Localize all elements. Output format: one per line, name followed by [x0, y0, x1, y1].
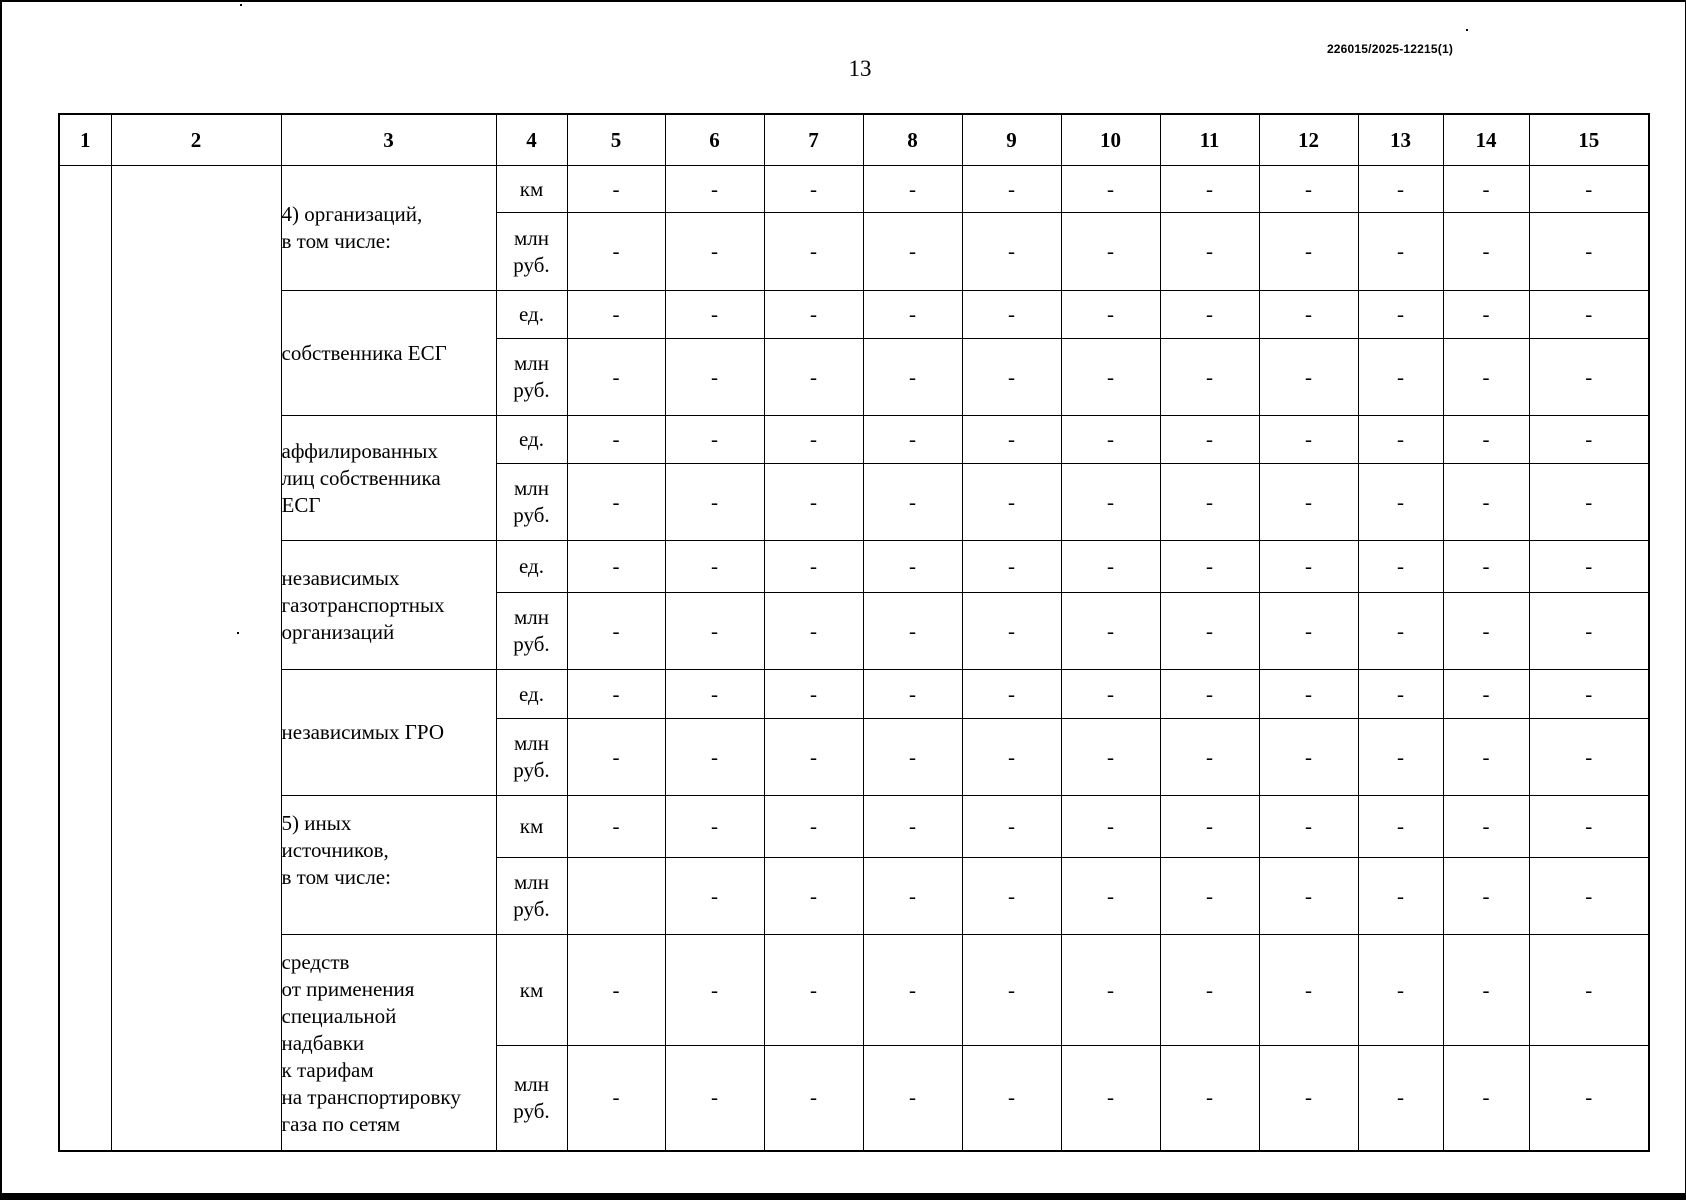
unit-line: ед.: [519, 302, 544, 326]
row-description: [281, 670, 496, 796]
page-number: 13: [848, 56, 872, 81]
column-header-7: 7: [764, 114, 863, 166]
value-cell-col-9: -: [962, 339, 1061, 416]
value-cell-col-11: -: [1160, 541, 1259, 593]
value-cell-col-8: -: [863, 541, 962, 593]
value-cell-col-8: -: [863, 1046, 962, 1151]
unit-line: млн: [513, 225, 549, 250]
value-cell-col-14: -: [1443, 935, 1529, 1046]
value-cell-col-13: -: [1358, 1046, 1443, 1151]
value-cell-col-12: -: [1259, 670, 1358, 719]
value-cell-col-13: -: [1358, 464, 1443, 541]
value-cell-col-9: -: [962, 796, 1061, 858]
column-2-cell: [111, 166, 281, 1151]
value-cell-col-6: -: [665, 593, 764, 670]
value-cell-col-12: -: [1259, 166, 1358, 213]
value-cell-col-5: [567, 858, 665, 935]
value-cell-col-7: -: [764, 719, 863, 796]
unit-cell: [496, 935, 567, 1046]
value-cell-col-10: -: [1061, 670, 1160, 719]
value-cell-col-14: -: [1443, 1046, 1529, 1151]
value-cell-col-7: -: [764, 291, 863, 339]
value-cell-col-15: -: [1529, 796, 1649, 858]
column-header-4: 4: [496, 114, 567, 166]
description-line: надбавки: [281, 1031, 365, 1055]
description-line: в том числе:: [281, 865, 391, 889]
value-cell-col-12: -: [1259, 858, 1358, 935]
value-cell-col-6: -: [665, 339, 764, 416]
value-cell-col-7: -: [764, 935, 863, 1046]
value-cell-col-6: -: [665, 291, 764, 339]
value-cell-col-13: -: [1358, 416, 1443, 464]
description-line: газотранспортных: [281, 592, 445, 617]
description-line: в том числе:: [281, 229, 391, 253]
value-cell-col-9: -: [962, 464, 1061, 541]
value-cell-col-9: -: [962, 416, 1061, 464]
unit-line: ед.: [519, 554, 544, 578]
value-cell-col-10: -: [1061, 416, 1160, 464]
value-cell-col-15: -: [1529, 213, 1649, 291]
value-cell-col-6: -: [665, 858, 764, 935]
value-cell-col-5: -: [567, 670, 665, 719]
column-header-11: 11: [1160, 114, 1259, 166]
value-cell-col-8: -: [863, 416, 962, 464]
unit-line: млн: [513, 731, 549, 755]
unit-line: руб.: [513, 897, 550, 921]
value-cell-col-6: -: [665, 670, 764, 719]
unit-line: млн: [513, 605, 549, 629]
document-id: 226015/2025-12215(1): [1326, 42, 1454, 56]
table-row: [59, 416, 1649, 464]
value-cell-col-14: -: [1443, 719, 1529, 796]
table-row: [59, 541, 1649, 593]
unit-line: руб.: [513, 758, 550, 782]
value-cell-col-15: -: [1529, 858, 1649, 935]
description-line: на транспортировку: [281, 1085, 461, 1109]
value-cell-col-5: -: [567, 719, 665, 796]
value-cell-col-7: -: [764, 593, 863, 670]
value-cell-col-5: -: [567, 935, 665, 1046]
value-cell-col-15: -: [1529, 166, 1649, 213]
value-cell-col-5: -: [567, 339, 665, 416]
value-cell-col-10: -: [1061, 858, 1160, 935]
value-cell-col-8: -: [863, 670, 962, 719]
description-line: средств: [281, 950, 350, 974]
scan-speck: [1466, 29, 1468, 31]
value-cell-col-7: -: [764, 464, 863, 541]
value-cell-col-14: -: [1443, 339, 1529, 416]
value-cell-col-7: -: [764, 858, 863, 935]
value-cell-col-11: -: [1160, 858, 1259, 935]
value-cell-col-5: -: [567, 541, 665, 593]
unit-cell: [496, 291, 567, 339]
unit-cell: [496, 416, 567, 464]
unit-cell: [496, 166, 567, 213]
value-cell-col-10: -: [1061, 935, 1160, 1046]
value-cell-col-10: -: [1061, 593, 1160, 670]
description-line: собственника ЕСГ: [281, 340, 447, 365]
value-cell-col-14: -: [1443, 670, 1529, 719]
value-cell-col-6: -: [665, 416, 764, 464]
value-cell-col-10: -: [1061, 339, 1160, 416]
value-cell-col-9: -: [962, 935, 1061, 1046]
value-cell-col-12: -: [1259, 541, 1358, 593]
value-cell-col-7: -: [764, 796, 863, 858]
value-cell-col-11: -: [1160, 213, 1259, 291]
value-cell-col-15: -: [1529, 593, 1649, 670]
column-header-8: 8: [863, 114, 962, 166]
value-cell-col-10: -: [1061, 1046, 1160, 1151]
column-header-15: 15: [1529, 114, 1649, 166]
value-cell-col-6: -: [665, 719, 764, 796]
value-cell-col-6: -: [665, 796, 764, 858]
value-cell-col-11: -: [1160, 796, 1259, 858]
value-cell-col-9: -: [962, 593, 1061, 670]
column-header-2: 2: [111, 114, 281, 166]
description-line: от применения: [281, 977, 415, 1001]
value-cell-col-9: -: [962, 291, 1061, 339]
value-cell-col-12: -: [1259, 719, 1358, 796]
value-cell-col-14: -: [1443, 858, 1529, 935]
value-cell-col-12: -: [1259, 213, 1358, 291]
value-cell-col-9: -: [962, 166, 1061, 213]
description-line: газа по сетям: [281, 1112, 401, 1136]
value-cell-col-5: -: [567, 166, 665, 213]
value-cell-col-5: -: [567, 464, 665, 541]
value-cell-col-8: -: [863, 858, 962, 935]
value-cell-col-13: -: [1358, 291, 1443, 339]
value-cell-col-12: -: [1259, 935, 1358, 1046]
value-cell-col-5: -: [567, 291, 665, 339]
unit-cell: [496, 670, 567, 719]
value-cell-col-11: -: [1160, 416, 1259, 464]
value-cell-col-10: -: [1061, 464, 1160, 541]
unit-line: руб.: [513, 378, 550, 402]
value-cell-col-9: -: [962, 858, 1061, 935]
value-cell-col-15: -: [1529, 464, 1649, 541]
value-cell-col-7: -: [764, 416, 863, 464]
description-line: специальной: [281, 1004, 397, 1028]
value-cell-col-15: -: [1529, 541, 1649, 593]
value-cell-col-15: -: [1529, 1046, 1649, 1151]
value-cell-col-13: -: [1358, 935, 1443, 1046]
value-cell-col-13: -: [1358, 719, 1443, 796]
unit-cell: [496, 593, 567, 670]
unit-line: ед.: [519, 427, 544, 451]
value-cell-col-14: -: [1443, 541, 1529, 593]
value-cell-col-9: -: [962, 719, 1061, 796]
unit-line: руб.: [513, 252, 550, 277]
value-cell-col-8: -: [863, 464, 962, 541]
unit-line: км: [519, 176, 544, 201]
value-cell-col-15: -: [1529, 291, 1649, 339]
value-cell-col-6: -: [665, 1046, 764, 1151]
value-cell-col-14: -: [1443, 213, 1529, 291]
value-cell-col-7: -: [764, 670, 863, 719]
description-line: источников,: [281, 838, 389, 862]
unit-line: млн: [513, 351, 549, 375]
value-cell-col-11: -: [1160, 339, 1259, 416]
unit-line: км: [519, 977, 544, 1002]
column-header-5: 5: [567, 114, 665, 166]
unit-cell: [496, 213, 567, 291]
unit-cell: [496, 858, 567, 935]
value-cell-col-7: -: [764, 1046, 863, 1151]
scan-speck: [240, 4, 242, 6]
value-cell-col-9: -: [962, 1046, 1061, 1151]
description-line: независимых: [281, 565, 400, 590]
value-cell-col-13: -: [1358, 670, 1443, 719]
value-cell-col-8: -: [863, 339, 962, 416]
data-table: [58, 113, 1650, 1152]
value-cell-col-11: -: [1160, 166, 1259, 213]
scan-speck: [237, 632, 239, 634]
value-cell-col-8: -: [863, 213, 962, 291]
column-header-13: 13: [1358, 114, 1443, 166]
value-cell-col-6: -: [665, 541, 764, 593]
value-cell-col-13: -: [1358, 339, 1443, 416]
description-line: 4) организаций,: [281, 202, 423, 226]
table-row: [59, 291, 1649, 339]
unit-cell: [496, 1046, 567, 1151]
value-cell-col-8: -: [863, 291, 962, 339]
value-cell-col-12: -: [1259, 339, 1358, 416]
value-cell-col-14: -: [1443, 416, 1529, 464]
value-cell-col-5: -: [567, 416, 665, 464]
unit-line: млн: [513, 870, 549, 894]
value-cell-col-13: -: [1358, 541, 1443, 593]
value-cell-col-14: -: [1443, 166, 1529, 213]
value-cell-col-7: -: [764, 166, 863, 213]
value-cell-col-15: -: [1529, 416, 1649, 464]
value-cell-col-7: -: [764, 339, 863, 416]
unit-line: млн: [513, 1071, 549, 1096]
value-cell-col-9: -: [962, 670, 1061, 719]
value-cell-col-13: -: [1358, 593, 1443, 670]
value-cell-col-13: -: [1358, 796, 1443, 858]
value-cell-col-11: -: [1160, 291, 1259, 339]
value-cell-col-8: -: [863, 593, 962, 670]
value-cell-col-13: -: [1358, 858, 1443, 935]
value-cell-col-10: -: [1061, 796, 1160, 858]
value-cell-col-15: -: [1529, 670, 1649, 719]
table-row: [59, 166, 1649, 213]
value-cell-col-7: -: [764, 213, 863, 291]
value-cell-col-6: -: [665, 935, 764, 1046]
value-cell-col-10: -: [1061, 541, 1160, 593]
value-cell-col-11: -: [1160, 1046, 1259, 1151]
column-1-cell: [59, 166, 111, 1151]
value-cell-col-12: -: [1259, 416, 1358, 464]
value-cell-col-5: -: [567, 593, 665, 670]
value-cell-col-14: -: [1443, 796, 1529, 858]
value-cell-col-11: -: [1160, 670, 1259, 719]
value-cell-col-11: -: [1160, 719, 1259, 796]
value-cell-col-9: -: [962, 541, 1061, 593]
column-header-10: 10: [1061, 114, 1160, 166]
value-cell-col-8: -: [863, 796, 962, 858]
row-description: [281, 291, 496, 416]
value-cell-col-13: -: [1358, 166, 1443, 213]
description-line: ЕСГ: [281, 492, 321, 517]
column-header-6: 6: [665, 114, 764, 166]
value-cell-col-11: -: [1160, 593, 1259, 670]
table-row: [59, 935, 1649, 1046]
value-cell-col-10: -: [1061, 213, 1160, 291]
value-cell-col-12: -: [1259, 291, 1358, 339]
description-line: лиц собственника: [281, 465, 441, 490]
value-cell-col-10: -: [1061, 166, 1160, 213]
value-cell-col-15: -: [1529, 935, 1649, 1046]
value-cell-col-6: -: [665, 166, 764, 213]
value-cell-col-8: -: [863, 166, 962, 213]
value-cell-col-10: -: [1061, 291, 1160, 339]
value-cell-col-8: -: [863, 719, 962, 796]
table-body: [59, 166, 1649, 1151]
unit-line: ед.: [519, 681, 544, 706]
value-cell-col-14: -: [1443, 291, 1529, 339]
value-cell-col-7: -: [764, 541, 863, 593]
unit-line: руб.: [513, 503, 550, 527]
unit-line: руб.: [513, 632, 550, 656]
unit-cell: [496, 541, 567, 593]
row-description: [281, 416, 496, 541]
description-line: аффилированных: [281, 438, 438, 463]
value-cell-col-15: -: [1529, 339, 1649, 416]
row-description: [281, 935, 496, 1151]
column-header-3: 3: [281, 114, 496, 166]
value-cell-col-12: -: [1259, 593, 1358, 670]
unit-cell: [496, 464, 567, 541]
row-description: [281, 796, 496, 935]
value-cell-col-8: -: [863, 935, 962, 1046]
table-row: [59, 796, 1649, 858]
unit-cell: [496, 719, 567, 796]
description-line: 5) иных: [281, 811, 352, 835]
value-cell-col-10: -: [1061, 719, 1160, 796]
value-cell-col-5: -: [567, 213, 665, 291]
unit-cell: [496, 339, 567, 416]
value-cell-col-14: -: [1443, 593, 1529, 670]
value-cell-col-12: -: [1259, 464, 1358, 541]
description-line: независимых ГРО: [281, 720, 445, 744]
column-header-12: 12: [1259, 114, 1358, 166]
column-header-9: 9: [962, 114, 1061, 166]
table-row: [59, 670, 1649, 719]
value-cell-col-5: -: [567, 796, 665, 858]
value-cell-col-15: -: [1529, 719, 1649, 796]
value-cell-col-11: -: [1160, 464, 1259, 541]
row-description: [281, 541, 496, 670]
value-cell-col-12: -: [1259, 796, 1358, 858]
value-cell-col-6: -: [665, 213, 764, 291]
value-cell-col-13: -: [1358, 213, 1443, 291]
value-cell-col-9: -: [962, 213, 1061, 291]
value-cell-col-11: -: [1160, 935, 1259, 1046]
unit-line: млн: [513, 476, 549, 500]
description-line: организаций: [281, 619, 395, 644]
unit-line: км: [519, 814, 544, 838]
unit-line: руб.: [513, 1098, 550, 1123]
value-cell-col-12: -: [1259, 1046, 1358, 1151]
value-cell-col-14: -: [1443, 464, 1529, 541]
unit-cell: [496, 796, 567, 858]
header-row: [59, 114, 1649, 166]
value-cell-col-5: -: [567, 1046, 665, 1151]
column-header-14: 14: [1443, 114, 1529, 166]
description-line: к тарифам: [281, 1058, 374, 1082]
column-header-1: 1: [59, 114, 111, 166]
table-header: [59, 114, 1649, 166]
value-cell-col-6: -: [665, 464, 764, 541]
row-description: [281, 166, 496, 291]
